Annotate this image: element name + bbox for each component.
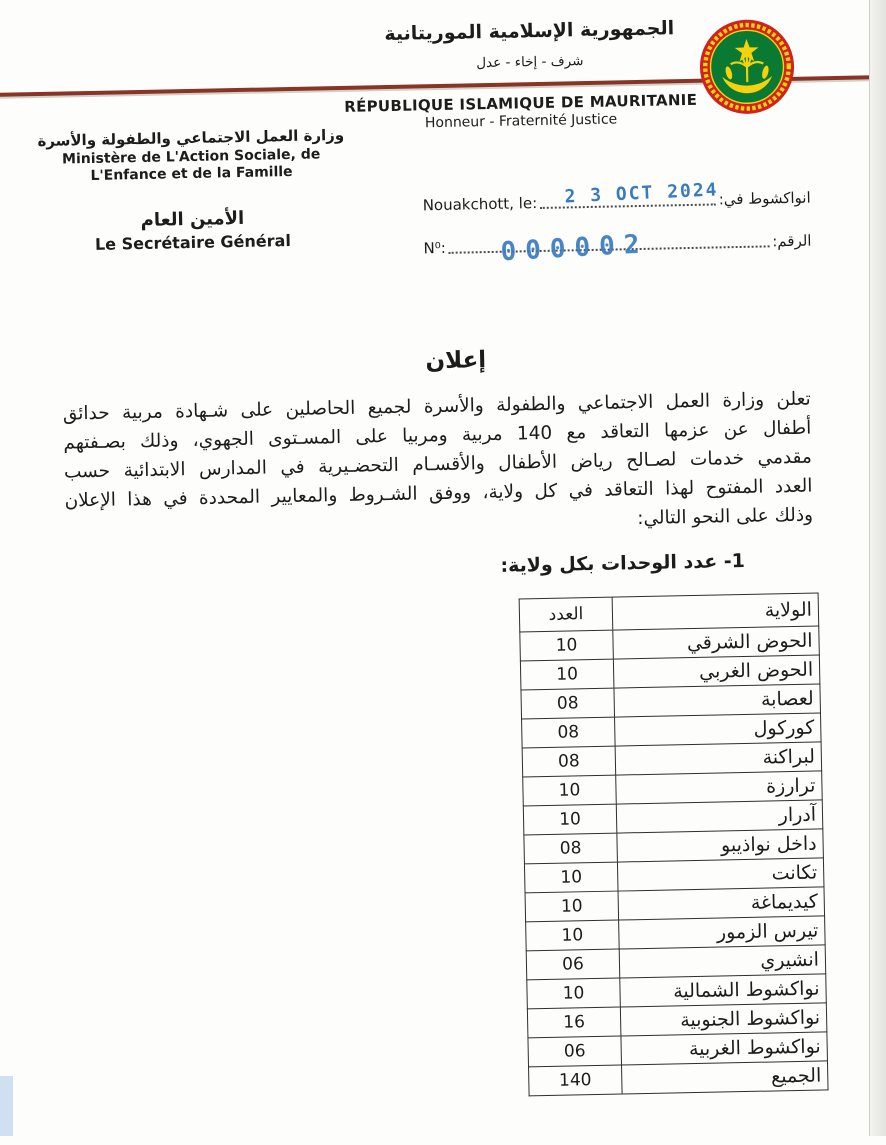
wilaya-name-cell: آدرار (616, 800, 823, 833)
unit-count-cell: 16 (527, 1007, 621, 1038)
date-dotted-line (540, 179, 720, 209)
announcement-body-line: أطفال عن عزمها التعاقد مع 140 مربية ومربيا على المسـتوى الجهوي، وذلك بصـفتهم (63, 417, 812, 454)
office-title-french: Le Secrétaire Général (94, 230, 292, 254)
column-header-count: العدد (519, 597, 613, 632)
column-header-wilaya: الولاية (612, 593, 819, 630)
unit-count-cell: 08 (522, 746, 616, 777)
unit-count-cell: 10 (523, 804, 617, 835)
announcement-title: إعلان (425, 347, 487, 375)
announcement-body-line: تعلن وزارة العمل الاجتماعي والطفولة والأسرة لجميع الحاصلين على شـهادة مربية حدائق (62, 388, 811, 425)
number-dotted-line (449, 225, 770, 268)
unit-count-cell: 10 (527, 978, 621, 1009)
wilaya-name-cell: كوركول (615, 713, 822, 746)
number-label-french: N⁰: (423, 238, 447, 258)
ministry-name-french-line2: L'Enfance et de la Famille (90, 163, 293, 184)
unit-count-cell: 10 (520, 630, 614, 661)
place-date-row (422, 181, 810, 216)
wilaya-name-cell: الجميع (622, 1061, 829, 1094)
ministry-name-arabic: وزارة العمل الاجتماعي والطفولة والأسرة (37, 125, 345, 151)
unit-count-cell: 10 (524, 862, 618, 893)
wilaya-name-cell: الحوض الغربي (613, 655, 820, 688)
unit-count-cell: 08 (524, 833, 618, 864)
number-row (423, 224, 812, 268)
place-date-label-french: Nouakchott, le: (422, 194, 538, 215)
place-date-label-arabic: انواكشوط في: (718, 188, 811, 209)
unit-count-cell: 06 (528, 1036, 622, 1067)
units-per-wilaya-table (519, 592, 829, 1096)
republic-name-french: RÉPUBLIQUE ISLAMIQUE DE MAURITANIE (344, 90, 698, 116)
ministry-name-french-line1: Ministère de L'Action Sociale, de (61, 146, 321, 168)
scan-artifact (0, 1076, 13, 1136)
unit-count-cell: 10 (526, 920, 620, 951)
wilaya-name-cell: ترارزة (616, 771, 823, 804)
unit-count-cell: 10 (525, 891, 619, 922)
number-stamp: 000002 (499, 229, 649, 268)
announcement-body-line: مقدمي خدمات لصـالح رياض الأطفال والأقسـام التحضـيرية في المدارس الابتدائية حسب (63, 446, 813, 483)
national-motto-arabic: شرف - إخاء - عدل (476, 53, 584, 72)
number-label-arabic: الرقم: (772, 231, 812, 251)
wilaya-name-cell: تكانت (617, 858, 824, 891)
unit-count-cell: 140 (529, 1065, 623, 1096)
date-stamp: 2 3 OCT 2024 (564, 179, 720, 208)
wilaya-name-cell: الحوض الشرقي (613, 626, 820, 659)
wilaya-name-cell: لعصابة (614, 684, 821, 717)
table-row (529, 1061, 829, 1096)
unit-count-cell: 06 (526, 949, 620, 980)
announcement-body (63, 385, 814, 545)
wilaya-name-cell: داخل نواذيبو (617, 829, 824, 862)
wilaya-name-cell: لبراكنة (615, 742, 822, 775)
announcement-body-line: العدد المفتوح لهذا التعاقد في كل ولاية، ووفق الشـروط والمعايير المحددة في هذا الإعلان (64, 475, 813, 512)
wilaya-name-cell: نواكشوط الغربية (621, 1032, 828, 1065)
national-motto-french: Honneur - Fraternité Justice (424, 111, 618, 132)
wilaya-name-cell: انشيري (619, 945, 826, 978)
wilaya-name-cell: تيرس الزمور (619, 916, 826, 949)
ministry-block (33, 126, 350, 255)
unit-count-cell: 10 (520, 659, 614, 690)
unit-count-cell: 10 (523, 775, 617, 806)
unit-count-cell: 08 (521, 688, 615, 719)
announcement-body-line: وذلك على النحو التالي: (637, 504, 814, 530)
section-1-heading: 1- عدد الوحدات بكل ولاية: (500, 549, 746, 577)
wilaya-name-cell: نواكشوط الشمالية (620, 974, 827, 1007)
reference-block (422, 179, 812, 268)
national-emblem-icon (698, 18, 796, 116)
unit-count-cell: 08 (522, 717, 616, 748)
office-title-arabic: الأمين العام (140, 207, 245, 231)
wilaya-name-cell: كيديماغة (618, 887, 825, 920)
republic-name-arabic: الجمهورية الإسلامية الموريتانية (384, 17, 675, 46)
scanned-page-edge (869, 0, 886, 1136)
wilaya-name-cell: نواكشوط الجنوبية (620, 1003, 827, 1036)
